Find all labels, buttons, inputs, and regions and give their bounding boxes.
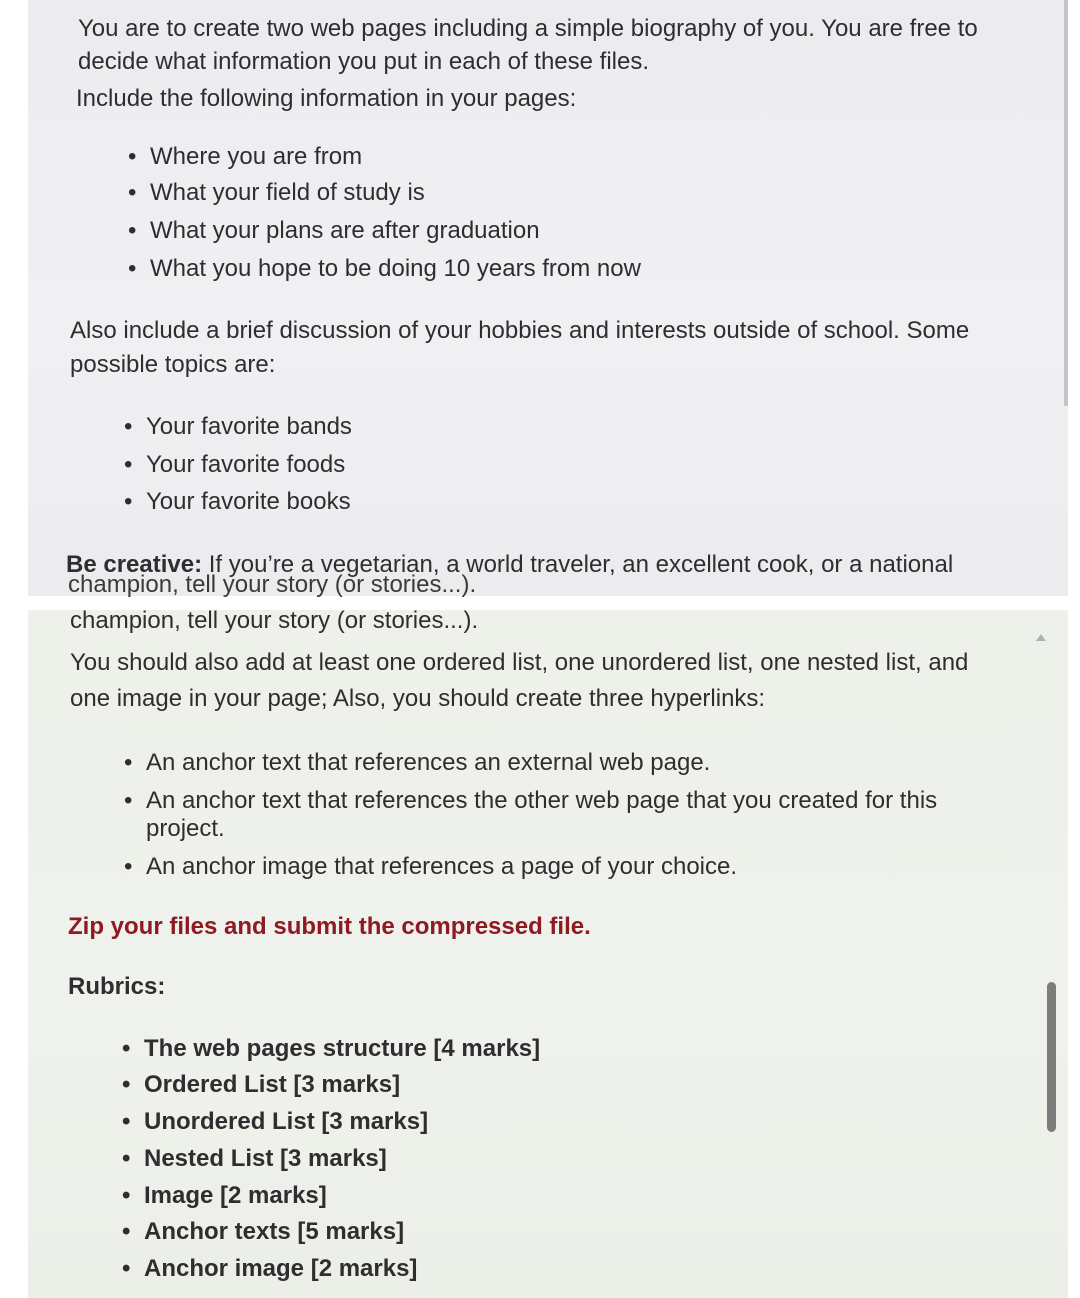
bullet-icon: • (128, 179, 137, 206)
bullet-icon: • (128, 255, 137, 282)
scroll-up-arrow-icon[interactable] (1036, 634, 1046, 641)
list-item: • Your favorite bands (124, 413, 352, 440)
list-item-continuation: project. (146, 815, 225, 842)
bullet-icon: • (124, 451, 133, 478)
rubric-item: • Image [2 marks] (122, 1182, 327, 1209)
bullet-icon: • (124, 413, 133, 440)
rubrics-heading: Rubrics: (68, 973, 166, 1000)
assignment-panel-top (28, 0, 1068, 596)
bullet-icon: • (122, 1182, 131, 1209)
bullet-icon: • (124, 853, 133, 880)
rubric-item: • Anchor texts [5 marks] (122, 1218, 405, 1245)
bullet-icon: • (124, 749, 133, 776)
list-item: • An anchor text that references the other web page that you created for this (124, 787, 938, 814)
list-item: • Where you are from (128, 143, 363, 170)
bullet-icon: • (122, 1108, 131, 1135)
list-item: • What your plans are after graduation (128, 217, 540, 244)
list-item: • What you hope to be doing 10 years from now (128, 255, 641, 282)
ordered-line-1: You should also add at least one ordered list, one unordered list, one nested list, and (70, 649, 969, 676)
list-item: • Your favorite books (124, 488, 351, 515)
bullet-icon: • (124, 488, 133, 515)
bullet-icon: • (122, 1218, 131, 1245)
list-item: • An anchor image that references a page of your choice. (124, 853, 738, 880)
bullet-icon: • (122, 1035, 131, 1062)
assignment-panel-bottom (28, 607, 1068, 1298)
rubric-item: • Anchor image [2 marks] (122, 1255, 418, 1282)
scrollbar-thumb[interactable] (1047, 982, 1056, 1132)
list-item: • Your favorite foods (124, 451, 346, 478)
hobbies-line-1: Also include a brief discussion of your hobbies and interests outside of school. Some (70, 317, 970, 344)
bullet-icon: • (124, 787, 133, 814)
bullet-icon: • (122, 1255, 131, 1282)
ordered-line-2: one image in your page; Also, you should create three hyperlinks: (70, 685, 766, 712)
rubric-item: • Nested List [3 marks] (122, 1145, 387, 1172)
rubric-item: • Unordered List [3 marks] (122, 1108, 429, 1135)
scrollbar-track[interactable] (1064, 0, 1068, 406)
intro-line-1: You are to create two web pages including a simple biography of you. You are free to (78, 15, 978, 42)
hobbies-line-2: possible topics are: (70, 351, 276, 378)
creative-label: Be creative: (66, 551, 203, 578)
champion-line: champion, tell your story (or stories...). (70, 607, 479, 634)
cut-off-line: champion, tell your story (or stories...). (68, 571, 477, 598)
rubric-item: • Ordered List [3 marks] (122, 1071, 401, 1098)
list-item: • What your field of study is (128, 179, 425, 206)
bullet-icon: • (128, 217, 137, 244)
bullet-icon: • (122, 1145, 131, 1172)
creative-text: If you’re a vegetarian, a world traveler, an excellent cook, or a national (202, 551, 954, 578)
intro-line-2: decide what information you put in each of these files. (78, 48, 650, 75)
zip-instruction: Zip your files and submit the compressed file. (68, 913, 591, 940)
bullet-icon: • (128, 143, 137, 170)
intro-line-3: Include the following information in your pages: (76, 85, 577, 112)
list-item: • An anchor text that references an external web page. (124, 749, 711, 776)
bullet-icon: • (122, 1071, 131, 1098)
rubric-item: • The web pages structure [4 marks] (122, 1035, 541, 1062)
